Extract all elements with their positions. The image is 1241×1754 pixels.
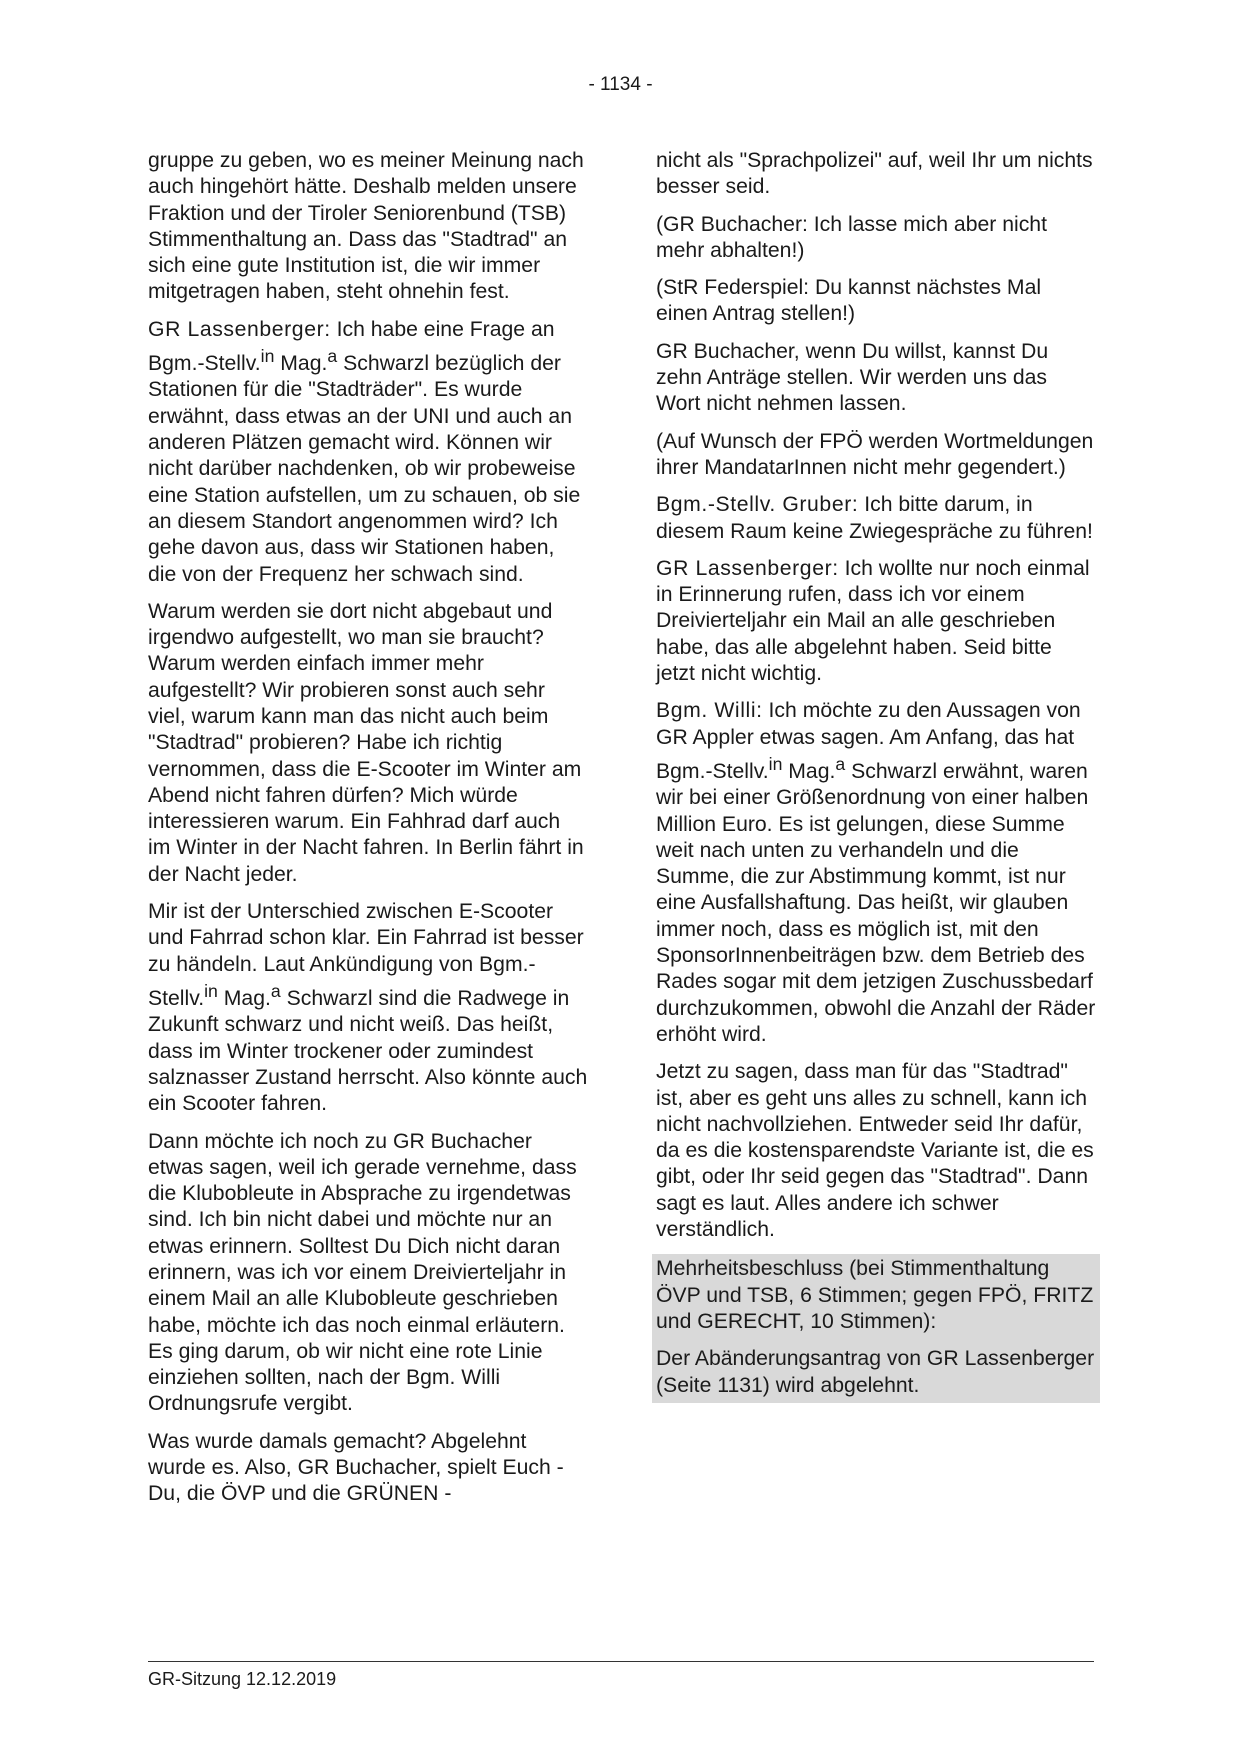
decision-result: Der Abänderungsantrag von GR Lassenberger (Seite 1131) wird abgelehnt. bbox=[656, 1347, 1095, 1397]
paragraph: Jetzt zu sagen, dass man für das "Stadtrad" ist, aber es geht uns alles zu schnell, kann ich nicht nachvollziehen. Entweder seid Ihr dafür, da es die kostensparendste Variante ist, die es gibt, oder Ihr seid gegen das "Stadtrad". Dann sagt es laut. Alles andere ich schwer verständlich. bbox=[656, 1060, 1094, 1242]
paragraph bbox=[656, 556, 1096, 687]
superscript: in bbox=[768, 753, 783, 774]
paragraph: Warum werden sie dort nicht abgebaut und irgendwo aufgestellt, wo man sie braucht? Warum werden einfach immer mehr aufgestellt? Wir probieren sonst auch sehr viel, warum kann man das nicht auch beim "Stadtrad" probieren? Habe ich richtig vernommen, dass die E-Scooter im Winter am Abend nicht fahren dürfen? Mich würde interessieren warum. Ein Fahhrad darf auch im Winter in der Nacht fahren. In Berlin fährt in der Nacht jeder. bbox=[148, 599, 584, 886]
paragraph: GR Buchacher, wenn Du willst, kannst Du zehn Anträge stellen. Wir werden uns das Wort nicht nehmen lassen. bbox=[656, 339, 1049, 416]
text: Schwarzl bezüglich der Stationen für die "Stadträder". Es wurde erwähnt, dass etwas an der UNI und auch an anderen Plätzen gemacht wird. Können wir nicht darüber nachdenken, ob wir probeweise eine Station aufstellen, um zu schauen, ob sie an diesem Standort angenommen wird? Ich gehe davon aus, dass wir Stationen haben, die von der Frequenz her schwach sind. bbox=[148, 352, 581, 586]
superscript: a bbox=[270, 980, 281, 1001]
superscript: a bbox=[327, 346, 338, 367]
decision-vote: Mehrheitsbeschluss (bei Stimmenthaltung ÖVP und TSB, 6 Stimmen; gegen FPÖ, FRITZ und GERECHT, 10 Stimmen): bbox=[656, 1257, 1094, 1333]
paragraph bbox=[148, 317, 588, 588]
text: Mir ist der Unterschied zwischen E-Scooter und Fahrrad schon klar. Ein Fahrrad ist besser zu händeln. Laut Ankündigung von Bgm.-Stellv. bbox=[148, 900, 584, 1011]
text: Mag. bbox=[782, 760, 836, 783]
paragraph: Dann möchte ich noch zu GR Buchacher etwas sagen, weil ich gerade vernehme, dass die Klubobleute in Absprache zu irgendetwas sind. Ich bin nicht dabei und möchte nur an etwas erinnern. Solltest Du Dich nicht daran erinnern, was ich vor einem Dreivierteljahr in einem Mail an alle Klubobleute geschrieben habe, möchte ich das noch einmal erläutern. Es ging darum, ob wir nicht eine rote Linie einziehen sollten, nach der Bgm. Willi Ordnungsrufe vergibt. bbox=[148, 1129, 577, 1416]
speaker-name: Bgm.-Stellv. Gruber: bbox=[656, 493, 859, 517]
superscript: in bbox=[204, 980, 218, 1001]
paragraph: gruppe zu geben, wo es meiner Meinung nach auch hingehört hätte. Deshalb melden unsere Fraktion und der Tiroler Seniorenbund (TSB) Stimmenthaltung an. Dass das "Stadtrad" an sich eine gute Institution ist, die wir immer mitgetragen haben, steht ohnehin fest. bbox=[148, 149, 584, 304]
text: Mag. bbox=[274, 352, 328, 376]
interjection: (GR Buchacher: Ich lasse mich aber nicht mehr abhalten!) bbox=[656, 212, 1047, 262]
superscript: a bbox=[835, 753, 846, 774]
interjection: (StR Federspiel: Du kannst nächstes Mal einen Antrag stellen!) bbox=[656, 276, 1042, 326]
text: Schwarzl erwähnt, waren wir bei einer Größenordnung von einer halben Million Euro. Es ist gelungen, diese Summe weit nach unten zu verhandeln und die Summe, die zur Abstimmung kommt, ist nur eine Ausfallshaftung. Das heißt, wir glauben immer noch, dass es möglich ist, mit den SponsorInnenbeiträgen bzw. dem Betrieb des Rades sogar mit dem jetzigen Zuschussbedarf durchzukommen, obwohl die Anzahl der Räder erhöht wird. bbox=[656, 760, 1096, 1046]
paragraph bbox=[656, 698, 1096, 1048]
text: Ich möchte zu den Aussagen von GR Appler etwas sagen. Am Anfang, das hat Bgm.-Stellv. bbox=[656, 699, 1081, 783]
text: Mag. bbox=[217, 987, 271, 1011]
speaker-name: GR Lassenberger: bbox=[656, 556, 839, 580]
footer-text: GR-Sitzung 12.12.2019 bbox=[148, 1669, 337, 1689]
page-number: - 1134 - bbox=[588, 74, 653, 95]
paragraph: nicht als "Sprachpolizei" auf, weil Ihr um nichts besser seid. bbox=[656, 149, 1093, 199]
paragraph bbox=[656, 492, 1096, 545]
paragraph: Was wurde damals gemacht? Abgelehnt wurde es. Also, GR Buchacher, spielt Euch - Du, die ÖVP und die GRÜNEN - bbox=[148, 1429, 564, 1506]
footer-divider bbox=[148, 1661, 1094, 1662]
text: Ich wollte nur noch einmal in Erinnerung rufen, dass ich vor einem Dreivierteljahr ein Mail an alle geschrieben habe, das alle abgelehnt haben. Seid bitte jetzt nicht wichtig. bbox=[656, 556, 1090, 686]
text: Ich habe eine Frage an Bgm.-Stellv. bbox=[148, 317, 555, 376]
right-column bbox=[656, 148, 1096, 1403]
paragraph bbox=[148, 899, 588, 1117]
speaker-name: GR Lassenberger: bbox=[148, 317, 331, 341]
text: Schwarzl sind die Radwege in Zukunft schwarz und nicht weiß. Das heißt, dass im Winter trockener oder zumindest salznasser Zustand herrscht. Also könnte auch ein Scooter fahren. bbox=[148, 987, 588, 1116]
text: Ich bitte darum, in diesem Raum keine Zwiegespräche zu führen! bbox=[656, 493, 1093, 543]
decision-box bbox=[652, 1254, 1100, 1402]
note: (Auf Wunsch der FPÖ werden Wortmeldungen ihrer MandatarInnen nicht mehr gegendert.) bbox=[656, 429, 1094, 479]
superscript: in bbox=[260, 346, 275, 367]
left-column bbox=[148, 148, 588, 1519]
speaker-name: Bgm. Willi: bbox=[656, 699, 763, 723]
